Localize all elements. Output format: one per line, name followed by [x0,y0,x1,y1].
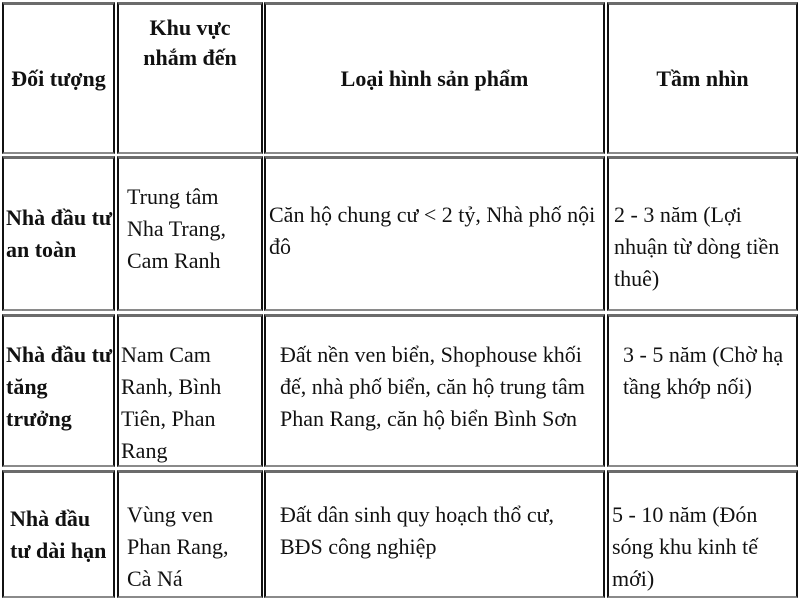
header-cell-area [117,2,263,154]
header-cell-investor [2,2,115,154]
row-1-area-cell [117,156,263,311]
header-product-label: Loại hình sản phẩm [340,65,529,91]
header-cell-product [264,2,605,154]
row-1-vision: 2 - 3 năm (Lợi nhuận từ dòng tiền thuê) [614,202,780,291]
row-1-product-cell [264,156,605,311]
row-3-investor: Nhà đầu tư dài hạn [10,506,107,563]
header-cell-vision [607,2,798,154]
row-2-product-cell [264,314,605,467]
row-1-investor-cell [2,156,115,311]
row-1-investor: Nhà đầu tư an toàn [6,205,113,262]
row-2-investor-cell [2,314,115,467]
row-3-vision-cell [607,470,798,598]
row-3-area: Vùng ven Phan Rang, Cà Ná [127,502,229,591]
row-2-investor: Nhà đầu tư tăng trưởng [6,342,113,431]
row-3-investor-cell [2,470,115,598]
row-3-product: Đất dân sinh quy hoạch thổ cư, BĐS công nghiệp [280,502,555,559]
row-2-area: Nam Cam Ranh, Bình Tiên, Phan Rang [121,342,222,463]
row-2-vision: 3 - 5 năm (Chờ hạ tầng khớp nối) [623,342,784,399]
row-1-product: Căn hộ chung cư < 2 tỷ, Nhà phố nội đô [269,202,596,259]
row-2-area-cell [117,314,263,467]
row-3-area-cell [117,470,263,598]
row-2-product: Đất nền ven biển, Shophouse khối đế, nhà phố biển, căn hộ trung tâm Phan Rang, căn hộ biển Bình Sơn [280,342,585,431]
row-3-vision: 5 - 10 năm (Đón sóng khu kinh tế mới) [612,502,759,591]
header-area-label: Khu vực nhắm đến [143,15,237,70]
header-vision-label: Tầm nhìn [656,65,749,91]
row-3-product-cell [264,470,605,598]
row-1-vision-cell [607,156,798,311]
row-2-vision-cell [607,314,798,467]
row-1-area: Trung tâm Nha Trang, Cam Ranh [127,184,227,273]
header-investor-label: Đối tượng [11,65,106,91]
